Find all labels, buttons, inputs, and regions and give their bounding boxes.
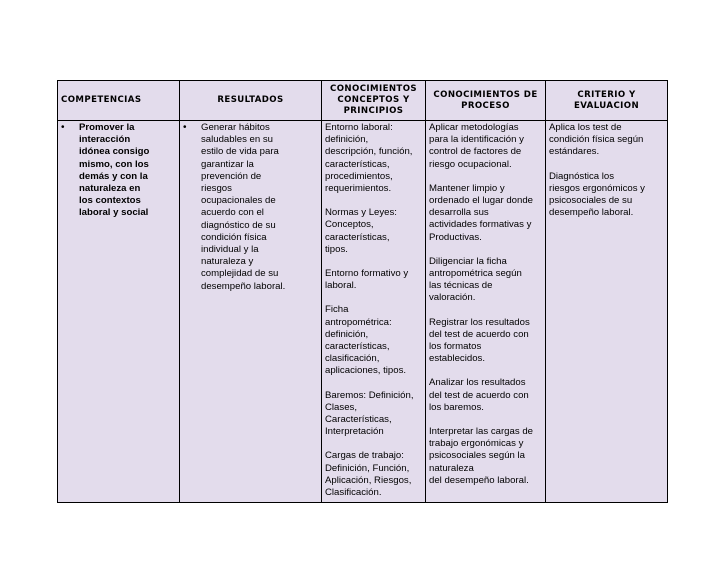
conceptos-paragraph [325,207,422,256]
conceptos-paragraph-line: Interpretación [325,426,384,438]
criterio-paragraph [549,171,664,220]
proceso-paragraph-line: Diligenciar la ficha [429,255,507,267]
conceptos-paragraph-line: clasificación, [325,353,380,365]
conceptos-paragraph-line: Clases, [325,401,357,413]
conceptos-paragraph-line: Cargas de trabajo: [325,450,404,462]
proceso-paragraph-line: Interpretar las cargas de [429,426,533,438]
conceptos-paragraph [325,450,422,499]
resultados-line: riesgos [201,183,232,195]
conceptos-paragraph-line: Aplicación, Riesgos, [325,474,412,486]
competencias-line: Promover la [79,122,135,133]
proceso-paragraph-line: Productivas. [429,231,482,243]
header-competencias: COMPETENCIAS [58,81,180,121]
proceso-paragraph [429,122,542,171]
resultados-line: naturaleza y [201,256,254,268]
proceso-paragraph-line: desarrolla sus [429,207,489,219]
conceptos-paragraph [325,268,422,292]
conceptos-paragraph-line: laboral. [325,280,357,292]
conceptos-paragraph-line: Características, [325,414,392,426]
conceptos-paragraph-line: Ficha [325,304,349,316]
resultados-line: desempeño laboral. [201,280,286,292]
proceso-paragraph-line: para la identificación y [429,134,524,146]
resultados-text [201,122,321,293]
criterio-paragraph-line: psicosociales de su [549,195,633,207]
proceso-paragraph-line: naturaleza [429,462,474,474]
bullet-icon: • [61,122,65,133]
bullet-icon: • [183,122,187,133]
conceptos-paragraph-line: antropométrica: [325,316,392,328]
cell-competencias [58,121,180,503]
resultados-line: complejidad de su [201,268,279,280]
criterio-paragraph-line: desempeño laboral. [549,207,634,219]
resultados-line: acuerdo con el [201,207,264,219]
criterio-paragraph-line: estándares. [549,146,600,158]
conceptos-paragraph [325,122,422,195]
resultados-line: ocupacionales de [201,195,276,207]
conceptos-paragraph-line: definición, [325,134,369,146]
proceso-paragraph-line: valoración. [429,292,476,304]
proceso-paragraph [429,256,542,305]
proceso-paragraph-line: los baremos. [429,401,484,413]
conceptos-paragraph-line: aplicaciones, tipos. [325,365,407,377]
proceso-paragraph [429,183,542,244]
conceptos-paragraph-line: Entorno formativo y [325,268,409,280]
conceptos-paragraph-line: Clasificación. [325,487,382,499]
proceso-paragraph-line: las técnicas de [429,280,493,292]
conceptos-paragraph [325,390,422,439]
conceptos-paragraph-line: definición, [325,328,369,340]
proceso-paragraph-line: riesgo ocupacional. [429,158,512,170]
competencias-item [58,121,179,220]
conceptos-paragraph-line: Baremos: Definición, [325,389,414,401]
conceptos-paragraph-line: descripción, función, [325,146,413,158]
header-resultados: RESULTADOS [180,81,322,121]
resultados-line: garantizar la [201,158,254,170]
resultados-line: condición física [201,231,267,243]
proceso-paragraph-line: trabajo ergonómicas y [429,438,524,450]
criterio-paragraph-line: condición física según [549,134,644,146]
proceso-paragraph-line: del test de acuerdo con [429,389,529,401]
proceso-paragraph [429,317,542,366]
competencias-line: interacción [79,134,131,146]
resultados-line: prevención de [201,170,262,182]
proceso-paragraph-line: Mantener limpio y [429,182,505,194]
competencias-text [79,122,179,220]
competencias-line: naturaleza en [79,183,141,195]
resultados-line: diagnóstico de su [201,219,276,231]
proceso-paragraph-line: control de factores de [429,146,522,158]
cell-criterio [546,121,668,503]
proceso-paragraph-line: establecidos. [429,353,485,365]
criterio-paragraph-line: Diagnóstica los [549,170,615,182]
resultados-line: saludables en su [201,134,274,146]
proceso-paragraph-line: los formatos [429,341,482,353]
competencias-line: idónea consigo [79,146,150,158]
criterio-paragraph [549,122,664,159]
conceptos-paragraph-line: Definición, Función, [325,462,410,474]
curriculum-table [57,80,668,503]
proceso-paragraph-line: actividades formativas y [429,219,532,231]
proceso-paragraph-line: Registrar los resultados [429,316,530,328]
conceptos-paragraph-line: Entorno laboral: [325,122,393,133]
header-row [58,81,668,121]
competencias-line: mismo, con los [79,158,149,170]
proceso-paragraph-line: psicosociales según la [429,450,525,462]
competencias-line: laboral y social [79,207,149,219]
header-conocimientos-conceptos: CONOCIMIENTOS CONCEPTOS Y PRINCIPIOS [322,81,426,121]
conceptos-paragraph-line: Conceptos, [325,219,374,231]
proceso-paragraph-line: ordenado el lugar donde [429,195,534,207]
criterio-paragraph-line: riesgos ergonómicos y [549,182,645,194]
resultados-line: estilo de vida para [201,146,279,158]
proceso-paragraph-line: antropométrica según [429,268,522,280]
conceptos-paragraph [325,304,422,377]
cell-proceso [426,121,546,503]
resultados-line: Generar hábitos [201,122,270,133]
conceptos-paragraph-line: características, [325,158,390,170]
cell-conceptos [322,121,426,503]
proceso-list [426,121,545,490]
cell-resultados [180,121,322,503]
proceso-paragraph-line: del test de acuerdo con [429,328,529,340]
conceptos-paragraph-line: características, [325,231,390,243]
proceso-paragraph [429,426,542,487]
resultados-item [180,121,321,293]
proceso-paragraph-line: del desempeño laboral. [429,474,529,486]
header-criterio: CRITERIO Y EVALUACION [546,81,668,121]
conceptos-paragraph-line: características, [325,341,390,353]
proceso-paragraph-line: Aplicar metodologías [429,122,519,133]
criterio-list [546,121,667,222]
resultados-line: individual y la [201,244,259,256]
conceptos-paragraph-line: procedimientos, [325,170,393,182]
competencias-line: los contextos [79,195,141,207]
proceso-paragraph-line: Analizar los resultados [429,377,526,389]
conceptos-paragraph-line: Normas y Leyes: [325,207,397,219]
criterio-paragraph-line: Aplica los test de [549,122,622,133]
competencias-line: demás y con la [79,170,148,182]
content-row [58,121,668,503]
proceso-paragraph [429,377,542,414]
header-conocimientos-proceso: CONOCIMIENTOS DE PROCESO [426,81,546,121]
conceptos-paragraph-line: tipos. [325,243,348,255]
conceptos-paragraph-line: requerimientos. [325,183,392,195]
conceptos-list [322,121,425,502]
